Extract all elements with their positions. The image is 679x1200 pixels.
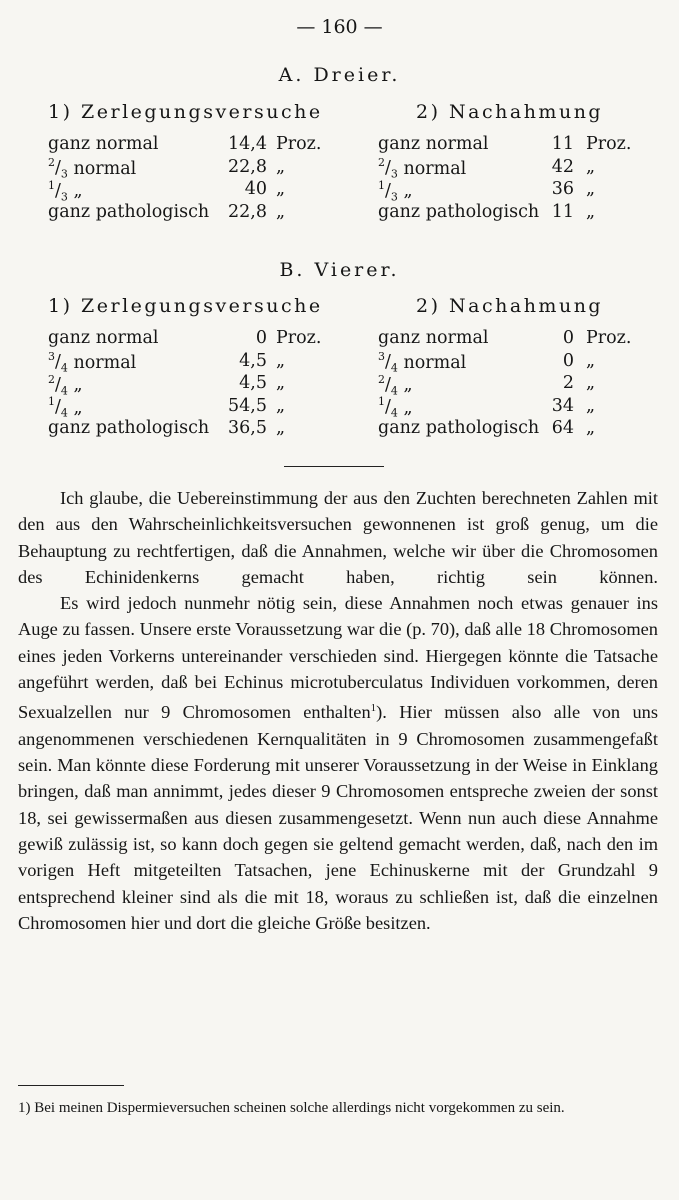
section-a-right-row-1-label-denominator: 3 (390, 167, 398, 181)
section-a-right-row-1-label-text: normal (403, 158, 467, 179)
section-a-left-row-1-label-numerator: 2 (48, 156, 55, 170)
section-a-left-row-2-label-text: „ (73, 180, 83, 201)
section-a-left-row-2-label-denominator: 3 (60, 190, 68, 204)
section-b-right-row-2-label (378, 373, 413, 397)
section-b-left-row-1-label-text: normal (73, 352, 137, 373)
section-b-left-row-2-label (48, 373, 83, 397)
section-a-left-row-2-unit: „ (276, 179, 286, 199)
section-b-right-row-3-label-text: „ (403, 397, 413, 418)
section-b-right-row-4-label: ganz pathologisch (378, 418, 540, 438)
section-b-right-row-2-unit: „ (586, 373, 596, 393)
section-b-left-row-1-label-denominator: 4 (60, 361, 68, 375)
section-b-right-row-1-label-numerator: 3 (378, 350, 385, 364)
section-b-right-row-2-value: 2 (562, 373, 574, 393)
section-a-left-row-0-label: ganz normal (48, 134, 159, 154)
section-a-right-row-2-label-numerator: 1 (378, 179, 385, 192)
section-a-right-row-3-unit: „ (586, 201, 596, 222)
footnote-ref: 1 (370, 702, 377, 715)
section-a-right-heading: 2) Nachahmung (416, 101, 604, 123)
section-b-right-row-1-label-fraction: $^3/_4$ (378, 350, 398, 375)
section-a-left-row-2-label (48, 179, 83, 203)
section-b-right-row-2-label-denominator: 4 (390, 384, 398, 398)
section-b-right-heading: 2) Nachahmung (416, 295, 604, 317)
section-b-right-row-3-label-fraction: $^1/_4$ (378, 395, 398, 420)
footnote: 1) Bei meinen Dispermieversuchen scheinen solche allerdings nicht vorgekommen zu sein. (18, 1100, 565, 1116)
section-b-left-row-4-value: 36,5 (228, 418, 267, 438)
footnote-divider (18, 1085, 124, 1086)
section-b-left-row-1-unit: „ (276, 350, 286, 371)
section-b-right-row-1-label-text: normal (403, 352, 467, 373)
section-b-left-heading: 1) Zerlegungsversuche (48, 295, 323, 317)
section-b-left-row-0-unit: Proz. (276, 328, 322, 348)
body-text (18, 485, 658, 936)
paragraph-2-end: ). Hier müssen also alle von uns angenommenen verschiedenen Kernqualitäten in 9 Chromosomen zusammengefaßt sein. Man könnte diese Forderung mit unserer Voraussetzung in der Weise in Einklang bringen, daß man annimmt, jedes dieser 9 Chromosomen entspreche zweien der sonst 18, sei gewissermaßen aus diesen zusammengesetzt. Wenn nun auch diese Annahme gewiß zulässig ist, so kann doch gegen sie geltend gemacht werden, daß, nach den im vorigen Heft mitgeteilten Tatsachen, jene Echinuskerne mit der Grundzahl 9 entsprechend kleiner sind als die mit 18, woraus zu schließen ist, daß die einzelnen Chromosomen hier und dort die gleiche Größe besitzen. (18, 702, 658, 933)
section-a-left-row-1-unit: „ (276, 156, 286, 177)
section-a-left-row-3-value: 22,8 (228, 201, 267, 222)
section-b-left-row-1-label-numerator: 3 (48, 350, 55, 364)
section-b-left-row-2-label-numerator: 2 (48, 373, 55, 386)
section-b-left-row-2-label-fraction: $^2/_4$ (48, 373, 68, 398)
section-a-left-row-2-label-numerator: 1 (48, 179, 55, 192)
section-a-right-row-2-value: 36 (551, 179, 574, 199)
section-b-left-row-1-label-fraction: $^3/_4$ (48, 350, 68, 375)
section-b-left-row-0-value: 0 (255, 328, 267, 348)
section-b-right-row-3-value: 34 (551, 395, 574, 416)
section-b-left-row-0-label: ganz normal (48, 328, 159, 348)
section-a-right-row-1-label-numerator: 2 (378, 156, 385, 170)
section-a-right-row-0-value: 11 (551, 134, 574, 154)
section-b-right-row-1-label (378, 351, 466, 375)
section-b-right-row-2-label-text: „ (403, 374, 413, 395)
paragraph-2-start: Es wird jedoch nunmehr nötig sein, diese Annahmen noch etwas genauer ins Auge zu fassen. Unsere erste Voraussetzung war die (p. 70), daß alle 18 Chromosomen eines jeden Vorkerns untereinander verschieden sind. Hiergegen könnte die Tatsache angeführt werden, daß bei Echinus microtuberculatus Individuen vorkommen, deren Sexualzellen nur 9 Chromosomen enthalten (18, 593, 658, 723)
section-a-right-row-0-label: ganz normal (378, 134, 489, 154)
section-a-left-row-3-unit: „ (276, 201, 286, 222)
section-b-right-row-0-label: ganz normal (378, 328, 489, 348)
paragraph-1: Ich glaube, die Uebereinstimmung der aus den Zuchten berechneten Zahlen mit den aus den Wahrscheinlichkeitsversuchen gewonnenen ist groß genug, um die Behauptung zu rechtfertigen, daß die Annahmen, welche wir über die Chromosomen des Echinidenkerns gemacht haben, richtig sein können. (18, 488, 658, 587)
section-b-left-row-3-unit: „ (276, 395, 286, 416)
section-a-right-row-3-value: 11 (551, 201, 574, 222)
section-b-left-row-2-label-denominator: 4 (60, 384, 68, 398)
section-a-left-row-0-unit: Proz. (276, 134, 322, 154)
section-b-right-row-3-unit: „ (586, 395, 596, 416)
section-a-right-row-2-label-fraction: $^1/_3$ (378, 179, 398, 204)
paragraph-2 (18, 590, 658, 936)
section-b-right-row-0-unit: Proz. (586, 328, 632, 348)
section-a-left-row-3-label: ganz pathologisch (48, 201, 210, 222)
section-b-left-row-2-value: 4,5 (239, 373, 267, 393)
section-a-left-row-1-value: 22,8 (228, 156, 267, 177)
section-a-right-row-2-label-denominator: 3 (390, 190, 398, 204)
section-b-left-row-3-label-fraction: $^1/_4$ (48, 395, 68, 420)
section-a-left-heading: 1) Zerlegungsversuche (48, 101, 323, 123)
section-a-right-row-0-unit: Proz. (586, 134, 632, 154)
section-b-left-row-4-unit: „ (276, 418, 286, 438)
section-a-right-row-1-unit: „ (586, 156, 596, 177)
section-b-left-row-3-label-numerator: 1 (48, 395, 55, 409)
section-b-left-row-1-label (48, 351, 136, 375)
section-b-left-row-3-label (48, 396, 83, 420)
section-divider (284, 466, 384, 467)
section-b-title: B. Vierer. (279, 259, 400, 281)
section-a-right-row-1-label (378, 157, 466, 181)
section-a-left-row-1-label-text: normal (73, 158, 137, 179)
section-b-left-row-3-label-text: „ (73, 397, 83, 418)
section-a-right-row-2-label (378, 179, 413, 203)
section-b-right-row-1-label-denominator: 4 (390, 361, 398, 375)
section-a-right-row-3-label: ganz pathologisch (378, 201, 540, 222)
section-b-right-row-4-value: 64 (551, 418, 574, 438)
section-a-right-row-2-label-text: „ (403, 180, 413, 201)
section-b-right-row-4-unit: „ (586, 418, 596, 438)
section-b-right-row-1-value: 0 (562, 350, 574, 371)
section-b-left-row-3-value: 54,5 (228, 395, 267, 416)
section-a-right-row-1-value: 42 (551, 156, 574, 177)
section-a-left-row-2-label-fraction: $^1/_3$ (48, 179, 68, 204)
section-b-right-row-1-unit: „ (586, 350, 596, 371)
section-b-left-row-2-unit: „ (276, 373, 286, 393)
section-b-right-row-0-value: 0 (562, 328, 574, 348)
section-b-right-row-2-label-fraction: $^2/_4$ (378, 373, 398, 398)
section-b-left-row-1-value: 4,5 (239, 350, 267, 371)
section-a-right-row-2-unit: „ (586, 179, 596, 199)
section-b-right-row-3-label (378, 396, 413, 420)
section-a-left-row-1-label-denominator: 3 (60, 167, 68, 181)
section-b-right-row-3-label-numerator: 1 (378, 395, 385, 409)
section-b-left-row-2-label-text: „ (73, 374, 83, 395)
page-number: — 160 — (296, 16, 383, 38)
section-b-right-row-3-label-denominator: 4 (390, 406, 398, 420)
section-b-left-row-4-label: ganz pathologisch (48, 418, 210, 438)
section-a-left-row-1-label (48, 157, 136, 181)
section-a-right-row-1-label-fraction: $^2/_3$ (378, 156, 398, 181)
section-b-right-row-2-label-numerator: 2 (378, 373, 385, 386)
section-a-left-row-0-value: 14,4 (228, 134, 267, 154)
section-b-left-row-3-label-denominator: 4 (60, 406, 68, 420)
section-a-title: A. Dreier. (278, 64, 401, 86)
section-a-left-row-2-value: 40 (244, 179, 267, 199)
section-a-left-row-1-label-fraction: $^2/_3$ (48, 156, 68, 181)
